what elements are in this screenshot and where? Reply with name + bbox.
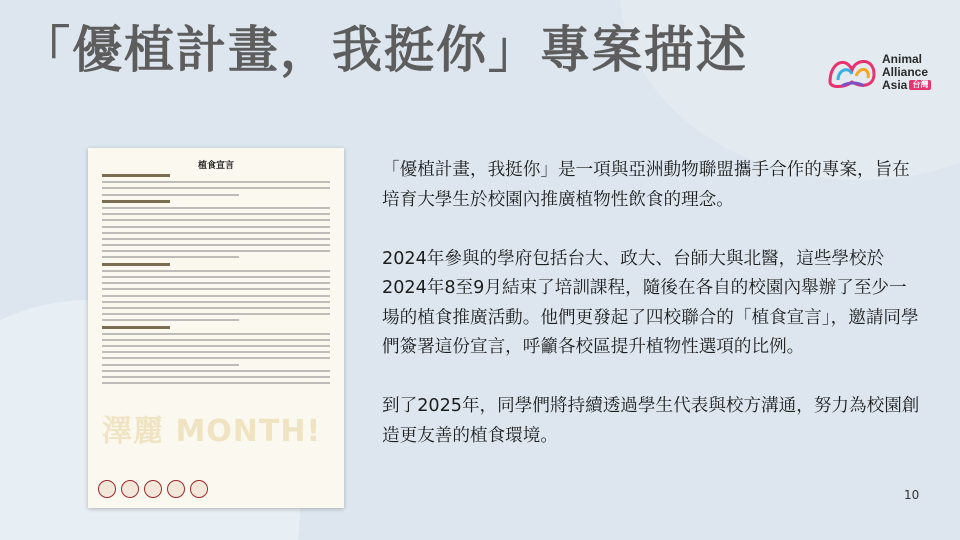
school-seal-icon xyxy=(144,480,162,498)
school-seal-icon xyxy=(98,480,116,498)
logo-region-tag: 台灣 xyxy=(909,80,931,90)
paragraph-2025: 到了2025年，同學們將持續透過學生代表與校方溝通，努力為校園創造更友善的植食環境。 xyxy=(382,396,920,446)
animal-alliance-asia-logo xyxy=(826,44,956,100)
logo-wordmark xyxy=(882,53,931,92)
document-watermark: 澤麗 MONTH! xyxy=(102,414,322,449)
logo-mark-icon xyxy=(826,52,880,92)
declaration-document-image xyxy=(88,148,344,508)
page-number: 10 xyxy=(904,488,920,502)
document-title: 植食宣言 xyxy=(197,161,234,171)
school-logos xyxy=(98,480,208,498)
school-seal-icon xyxy=(190,480,208,498)
description-text xyxy=(382,156,922,481)
paragraph-2024: 2024年參與的學府包括台大、政大、台師大與北醫，這些學校於2024年8至9月結束了培訓課程，隨後在各自的校園內舉辦了至少一場的植食推廣活動。他們更發起了四校聯合的「植食宣言」，邀請同學們簽署這份宣言，呼籲各校區提升植物性選項的比例。 xyxy=(382,248,919,357)
logo-text-line: Alliance xyxy=(882,64,929,79)
logo-text-line: Animal xyxy=(882,51,923,66)
document-text-lines xyxy=(102,174,330,388)
paragraph-intro: 「優植計畫，我挺你」是一項與亞洲動物聯盟攜手合作的專案，旨在培育大學生於校園內推廣植物性飲食的理念。 xyxy=(382,160,910,210)
school-seal-icon xyxy=(121,480,139,498)
logo-text-line: Asia xyxy=(882,77,908,92)
school-seal-icon xyxy=(167,480,185,498)
slide-title: 「優植計畫，我挺你」專案描述 xyxy=(20,20,748,79)
